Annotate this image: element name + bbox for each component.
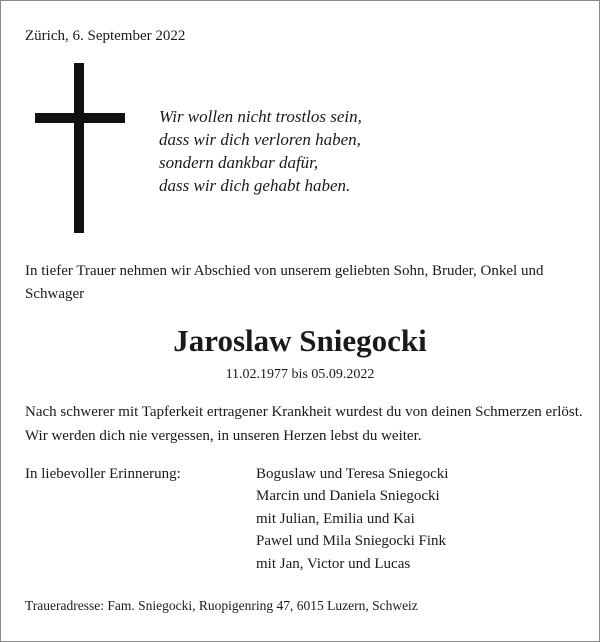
memory-label: In liebevoller Erinnerung: — [25, 466, 181, 482]
mourners-list — [256, 463, 448, 575]
mourner-line: Pawel und Mila Sniegocki Fink — [256, 533, 446, 550]
life-dates: 11.02.1977 bis 05.09.2022 — [225, 367, 375, 382]
verse-line: Wir wollen nicht trostlos sein, — [159, 107, 362, 126]
cross-vertical-bar — [74, 63, 84, 233]
verse-line: dass wir dich gehabt haben. — [159, 176, 351, 195]
mourner-line: Marcin und Daniela Sniegocki — [256, 488, 440, 505]
cross-icon — [35, 63, 125, 233]
memorial-verse — [159, 105, 362, 197]
mourner-line: Boguslaw und Teresa Sniegocki — [256, 466, 449, 482]
mourner-line: mit Jan, Victor und Lucas — [256, 555, 411, 572]
cross-horizontal-bar — [35, 113, 125, 123]
verse-line: dass wir dich verloren haben, — [159, 130, 361, 149]
mourner-line: mit Julian, Emilia und Kai — [256, 510, 415, 527]
deceased-name: Jaroslaw Sniegocki — [173, 323, 427, 358]
dateline: Zürich, 6. September 2022 — [25, 28, 186, 44]
verse-line: sondern dankbar dafür, — [159, 153, 319, 172]
intro-text: In tiefer Trauer nehmen wir Abschied von unserem geliebten Sohn, Bruder, Onkel und Schwager — [25, 263, 544, 302]
farewell-message: Nach schwerer mit Tapferkeit ertragener Krankheit wurdest du von deinen Schmerzen erlöst. Wir werden dich nie vergessen, in unseren Herzen lebst du weiter. — [25, 404, 583, 444]
mourning-address: Traueradresse: Fam. Sniegocki, Ruopigenring 47, 6015 Luzern, Schweiz — [25, 598, 418, 613]
